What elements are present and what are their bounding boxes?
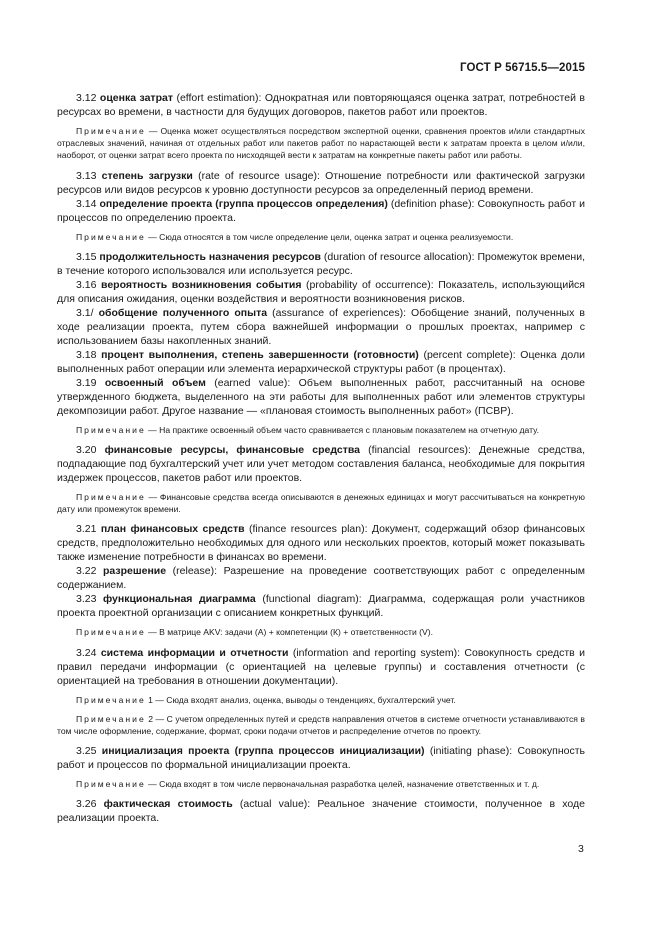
- note: [57, 694, 585, 706]
- note-text: — Сюда относятся в том числе определение цели, оценка затрат и оценка реализуемости.: [145, 231, 514, 242]
- term-entry: [57, 646, 585, 688]
- term-name: освоенный объем: [104, 376, 206, 389]
- entry-number: 3.20: [76, 444, 97, 457]
- term-entry: [57, 250, 585, 278]
- term-entry: [57, 443, 585, 485]
- note-text: — На практике освоенный объем часто сравнивается с плановым показателем на отчетную дату.: [145, 424, 539, 435]
- term-entry: [57, 169, 585, 197]
- note-label: Примечание: [76, 231, 146, 242]
- term-name: обобщение полученного опыта: [98, 306, 268, 319]
- term-name: вероятность возникновения события: [101, 278, 302, 291]
- term-definition: (duration of resource allocation): Промежуток времени, в течение которого использовался или используется ресурс.: [57, 250, 586, 277]
- entry-number: 3.1/: [76, 306, 94, 319]
- note: [57, 778, 585, 790]
- term-name: продолжительность назначения ресурсов: [99, 250, 321, 263]
- term-entry: [57, 348, 585, 376]
- entry-number: 3.14: [76, 197, 97, 210]
- note: [57, 626, 585, 638]
- page-number: 3: [578, 843, 584, 855]
- term-definition: (assurance of experiences): Обобщение знаний, полученных в ходе реализации проекта, путем сбора важнейшей информации о прошлых проектах, например с использованием базы накопленных знаний.: [57, 306, 585, 347]
- entry-number: 3.22: [76, 565, 97, 578]
- note-label: Примечание: [76, 779, 146, 790]
- entry-number: 3.16: [76, 278, 97, 291]
- note-number: 1: [145, 694, 153, 705]
- term-name: инициализация проекта (группа процессов инициализации): [101, 745, 425, 758]
- note-number: 2: [145, 713, 154, 724]
- note: [57, 125, 585, 162]
- note-label: Примечание: [76, 126, 146, 136]
- term-name: фактическая стоимость: [103, 798, 233, 811]
- term-definition: (finance resources plan): Документ, содержащий обзор финансовых средств, предположительно необходимых для одного или нескольких проектов, который может показывать также изменение потребности в финансах во времени.: [57, 523, 586, 564]
- term-entry: [57, 197, 585, 225]
- note-label: Примечание: [76, 713, 146, 724]
- note-label: Примечание: [76, 424, 146, 435]
- term-definition: (financial resources): Денежные средства, подпадающие под бухгалтерский учет или учет методом составления баланса, необходимые для покрытия издержек процессов, пакетов работ или проектов.: [57, 444, 585, 485]
- note: [57, 491, 585, 515]
- term-definition: (initiating phase): Совокупность работ и процессов по формальной инициализации проекта.: [57, 745, 585, 772]
- entry-number: 3.13: [76, 169, 97, 182]
- term-name: функциональная диаграмма: [102, 593, 256, 606]
- term-name: финансовые ресурсы, финансовые средства: [104, 444, 361, 457]
- entry-number: 3.26: [76, 798, 97, 811]
- note-text: — Оценка может осуществляться посредством экспертной оценки, сравнения проектов и/или стандартных отраслевых значений, начиная от отдельных работ или пакетов работ по нарастающей вести к затратам проекта в целом и/или, наоборот, от оценки затрат всего проекта по нисходящей вести к затратам на конкретные пакеты работ или работы.: [57, 126, 585, 161]
- term-name: определение проекта (группа процессов определения): [99, 197, 388, 210]
- entry-number: 3.18: [76, 348, 97, 361]
- term-entry: [57, 797, 585, 825]
- term-name: оценка затрат: [99, 92, 173, 104]
- term-definition: (release): Разрешение на проведение соответствующих работ с определенным содержанием.: [57, 565, 586, 592]
- term-definition: (rate of resource usage): Отношение потребности или фактической загрузки ресурсов или видов ресурсов к уровню доступности ресурсов за определенный период времени.: [57, 169, 586, 196]
- term-entry: [57, 278, 585, 306]
- note-text: — Сюда входят в том числе первоначальная разработка целей, назначение ответственных и т. д.: [145, 779, 540, 790]
- document-body: [57, 91, 585, 825]
- term-definition: (percent complete): Оценка доли выполненных работ операции или элемента иерархической структуры работ (в процентах).: [57, 348, 586, 375]
- term-entry: [57, 376, 585, 418]
- term-name: степень загрузки: [101, 169, 193, 182]
- term-name: система информации и отчетности: [100, 646, 289, 659]
- term-entry: [57, 592, 585, 620]
- note: [57, 424, 585, 436]
- note-label: Примечание: [76, 694, 146, 705]
- term-name: разрешение: [103, 565, 167, 578]
- entry-number: 3.12: [76, 92, 97, 104]
- term-name: процент выполнения, степень завершенности (готовности): [101, 348, 419, 361]
- term-name: план финансовых средств: [100, 523, 245, 536]
- term-entry: [57, 306, 585, 348]
- note: [57, 713, 585, 737]
- term-definition: (functional diagram): Диаграмма, содержащая роли участников проекта проектной организации с описанием конкретных функций.: [57, 593, 585, 620]
- note-text: — В матрице AKV: задачи (А) + компетенции (К) + ответственности (V).: [145, 627, 433, 638]
- term-definition: (probability of occurrence): Показатель, использующийся для описания ожидания, оценки воздействия и вероятности возникновения рисков.: [57, 278, 585, 305]
- term-definition: (earned value): Объем выполненных работ, рассчитанный на основе утвержденного бюджета, выделенного на эти работы для выполненных работ или элементов структуры декомпозиции работ. Другое название — «плановая стоимость выполненных работ» (ПСВР).: [57, 376, 586, 417]
- note-text: — Сюда входят анализ, оценка, выводы о тенденциях, бухгалтерский учет.: [152, 694, 456, 705]
- note-label: Примечание: [76, 627, 146, 638]
- note-label: Примечание: [76, 492, 146, 503]
- term-entry: [57, 91, 585, 119]
- term-definition: (definition phase): Совокупность работ и процессов по определению проекта.: [57, 197, 586, 224]
- entry-number: 3.21: [76, 523, 97, 536]
- note: [57, 231, 585, 243]
- term-definition: (effort estimation): Однократная или повторяющаяся оценка затрат, потребностей в ресурсах во времени, в частности для будущих договоров, пакетов работ или проектов.: [57, 92, 585, 118]
- standard-header: ГОСТ Р 56715.5—2015: [460, 62, 585, 74]
- note-text: — С учетом определенных путей и средств направления отчетов в системе отчетности устанавливаются в том числе оформление, содержание, формат, сроки подачи отчетов и распределение отчетов по проекту.: [57, 713, 585, 737]
- term-entry: [57, 564, 585, 592]
- term-definition: (information and reporting system): Совокупность средств и правил передачи информации (с ориентацией на целевые группы) и составления отчетности (с ориентацией на требования в отношении документации).: [57, 646, 585, 687]
- entry-number: 3.15: [76, 250, 97, 263]
- term-entry: [57, 744, 585, 772]
- entry-number: 3.19: [76, 376, 97, 389]
- entry-number: 3.23: [76, 593, 97, 606]
- term-definition: (actual value): Реальное значение стоимости, полученное в ходе реализации проекта.: [57, 798, 585, 825]
- term-entry: [57, 522, 585, 564]
- note-text: — Финансовые средства всегда описываются в денежных единицах и могут рассчитываться на конкретную дату или промежуток времени.: [57, 492, 585, 515]
- entry-number: 3.25: [76, 745, 97, 758]
- entry-number: 3.24: [76, 646, 97, 659]
